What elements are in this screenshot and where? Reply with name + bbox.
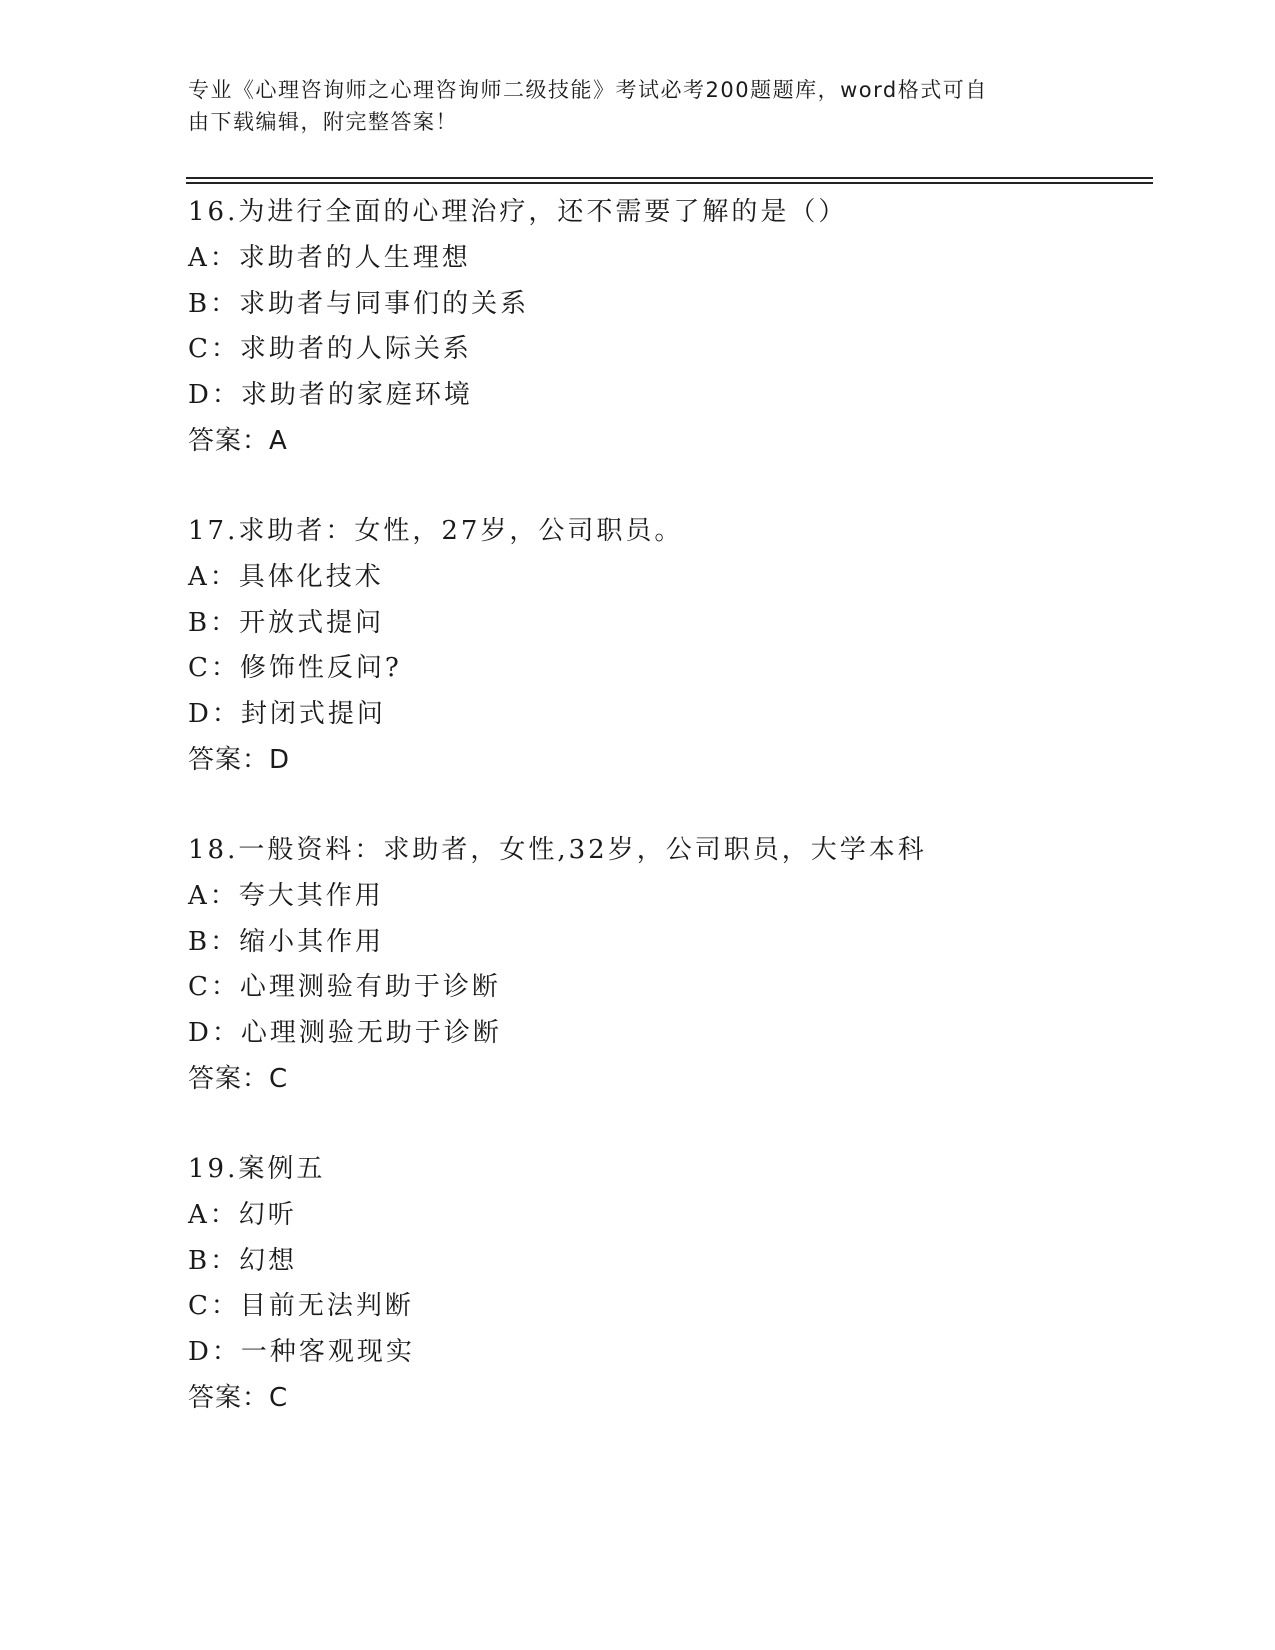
option-b: B：幻想 [188, 1245, 298, 1276]
header-line-1: 专业《心理咨询师之心理咨询师二级技能》考试必考200题题库，word格式可自 [188, 78, 988, 102]
option-b: B：缩小其作用 [188, 926, 385, 957]
question-stem: 16.为进行全面的心理治疗，还不需要了解的是（） [188, 197, 848, 227]
document-header [188, 74, 1088, 138]
question-17 [188, 509, 1148, 828]
option-c: C：心理测验有助于诊断 [188, 972, 501, 1003]
option-a: A：幻听 [188, 1199, 297, 1230]
question-stem: 18.一般资料：求助者，女性,32岁，公司职员，大学本科 [188, 835, 927, 865]
question-16 [188, 190, 1148, 509]
option-b: B：求助者与同事们的关系 [188, 288, 530, 319]
answer-label: 答案：C [188, 1063, 289, 1094]
question-list [188, 190, 1148, 1466]
answer-label: 答案：D [188, 744, 291, 775]
header-line-2: 由下载编辑，附完整答案！ [188, 110, 458, 134]
option-d: D：求助者的家庭环境 [188, 380, 473, 411]
header-divider-bottom [186, 182, 1153, 184]
option-d: D：一种客观现实 [188, 1337, 415, 1368]
answer-label: 答案：C [188, 1382, 289, 1413]
question-stem: 19.案例五 [188, 1154, 326, 1184]
question-stem: 17.求助者：女性，27岁，公司职员。 [188, 516, 684, 546]
option-a: A：求助者的人生理想 [188, 242, 471, 273]
option-c: C：修饰性反问? [188, 653, 402, 684]
question-19 [188, 1147, 1148, 1466]
question-18 [188, 828, 1148, 1147]
option-a: A：具体化技术 [188, 561, 384, 592]
option-c: C：目前无法判断 [188, 1291, 414, 1322]
answer-label: 答案：A [188, 425, 288, 456]
header-divider-top [186, 177, 1153, 179]
option-b: B：开放式提问 [188, 607, 385, 638]
option-d: D：封闭式提问 [188, 699, 386, 730]
option-a: A：夸大其作用 [188, 880, 384, 911]
option-c: C：求助者的人际关系 [188, 334, 472, 365]
option-d: D：心理测验无助于诊断 [188, 1018, 502, 1049]
